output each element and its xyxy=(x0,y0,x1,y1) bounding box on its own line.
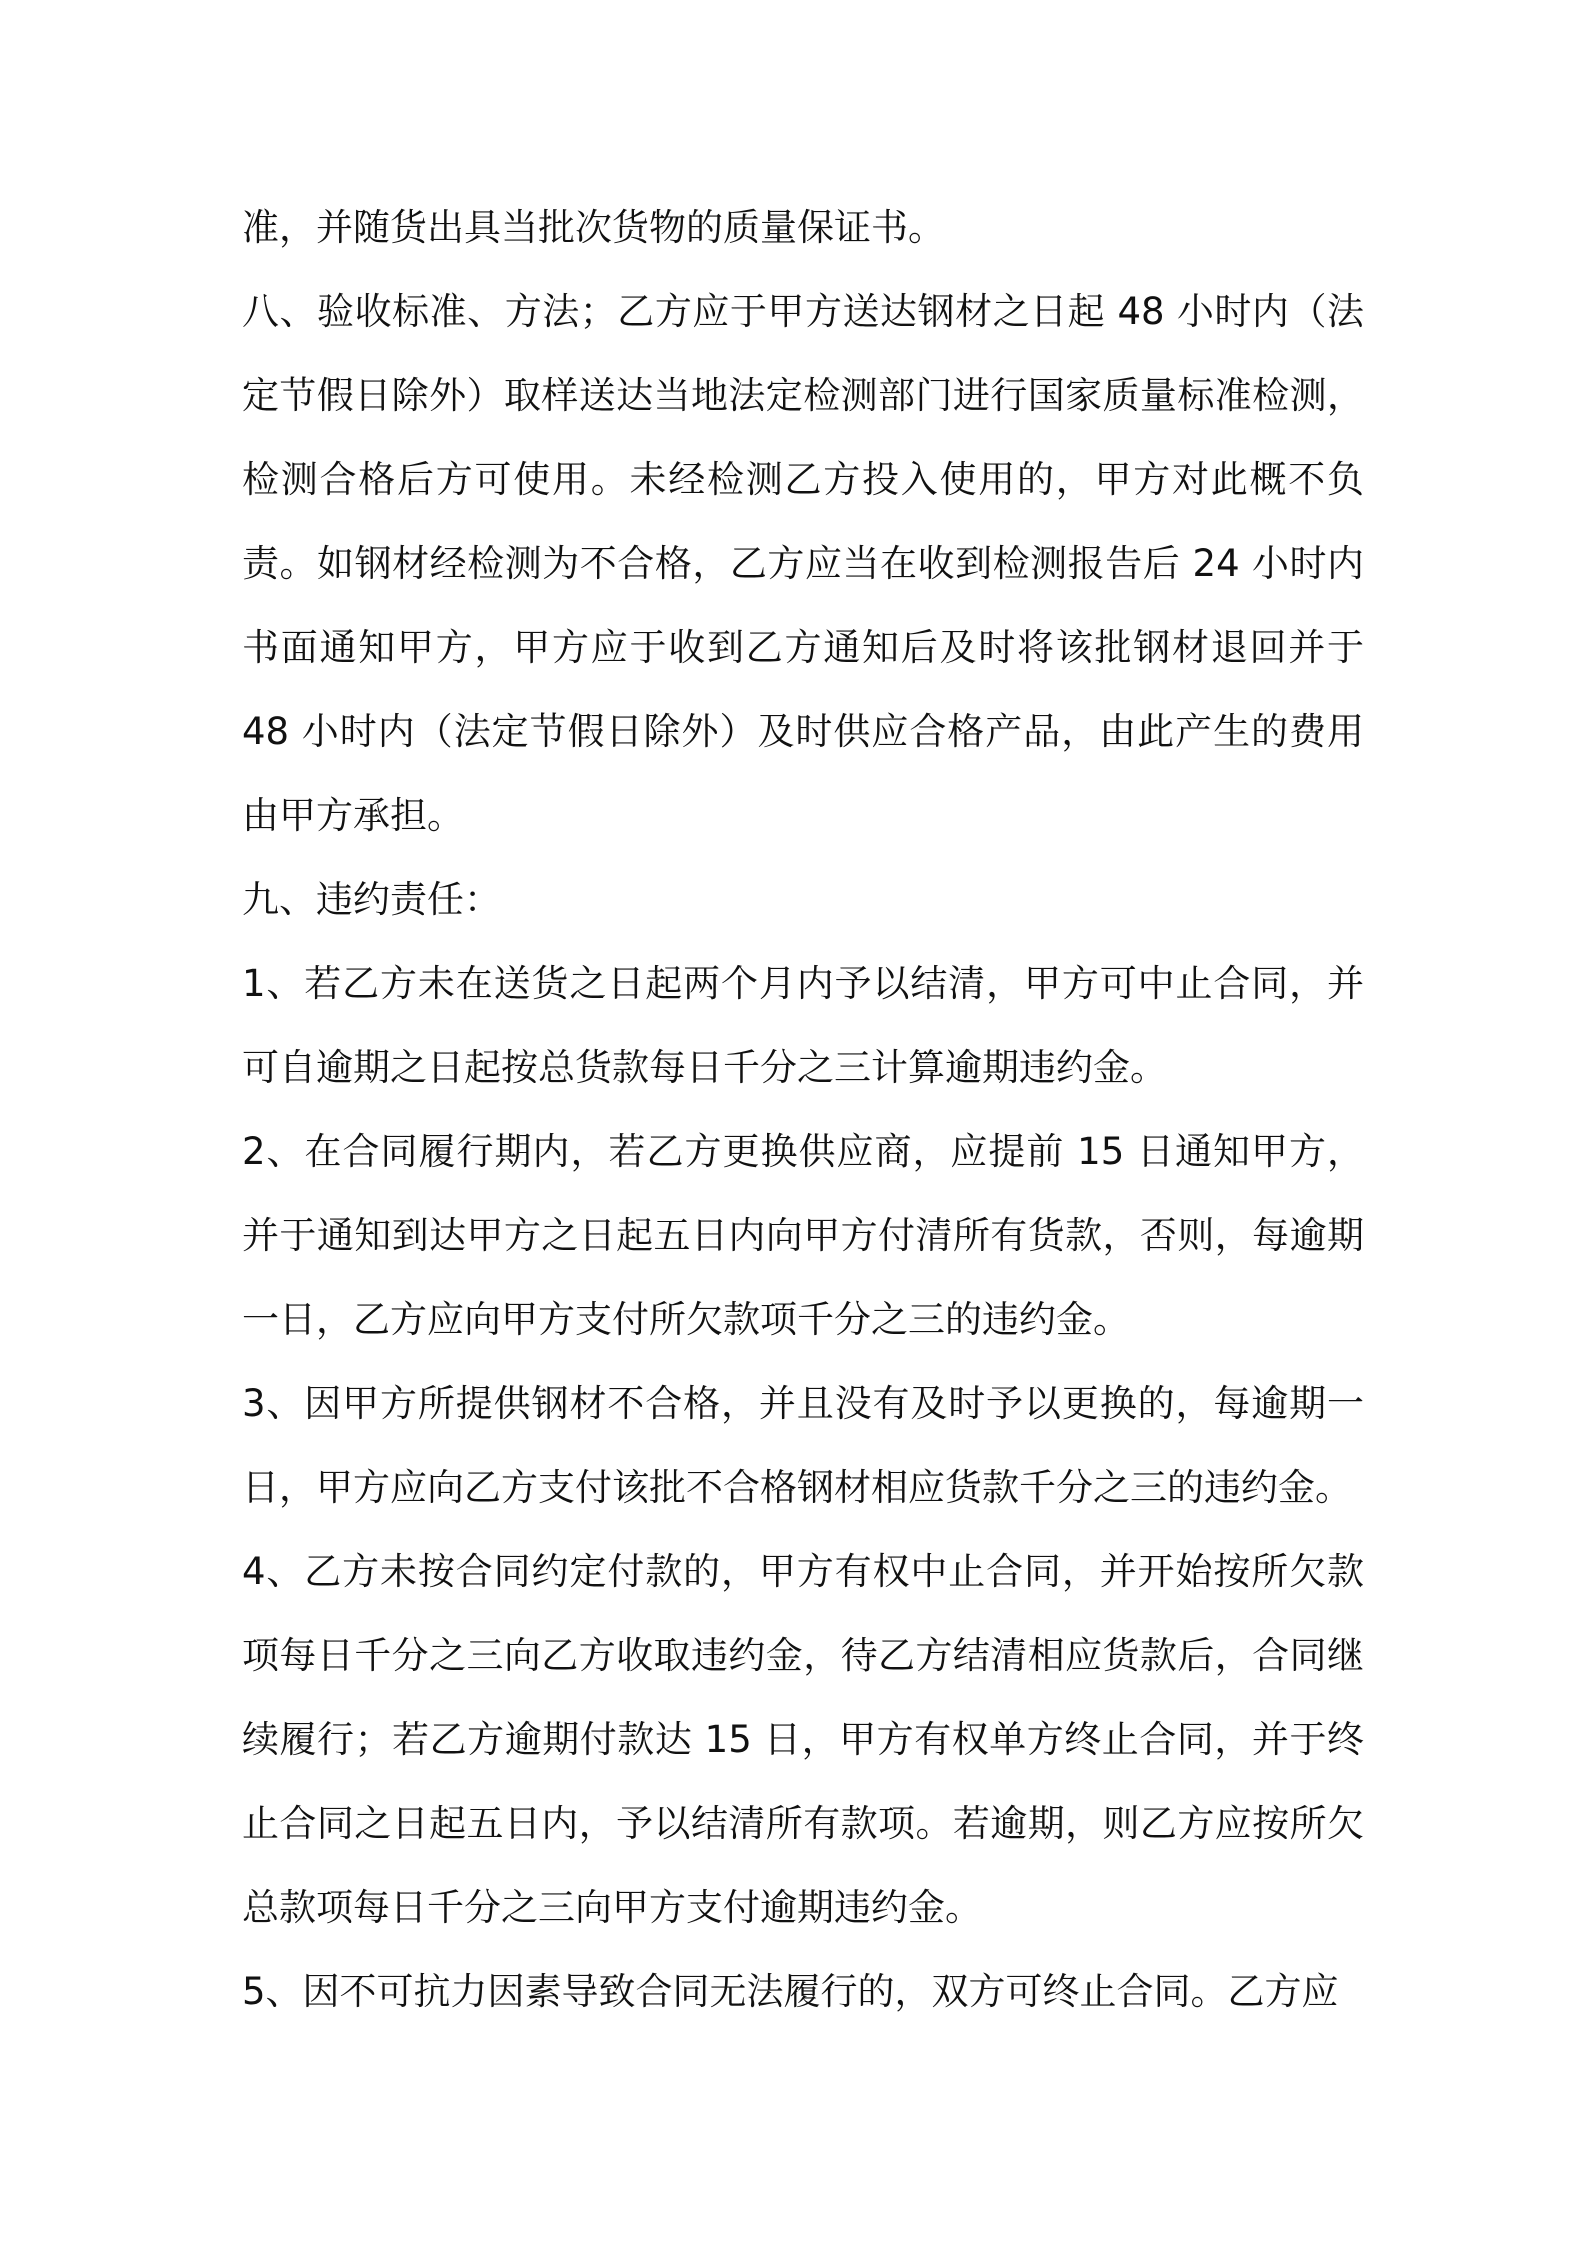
clause-4: 4、乙方未按合同约定付款的，甲方有权中止合同，并开始按所欠款项每日千分之三向乙方收取违约金，待乙方结清相应货款后，合同继续履行；若乙方逾期付款达 15 日，甲方有权单方终止合同，并于终止合同之日起五日内，予以结清所有款项。若逾期，则乙方应按所欠总款项每日千分之三向甲方支付逾期违约金。 xyxy=(242,1550,1364,1929)
clause-5: 5、因不可抗力因素导致合同无法履行的，双方可终止合同。乙方应 xyxy=(242,1970,1339,2013)
paragraph-quality-certificate: 准，并随货出具当批次货物的质量保证书。 xyxy=(242,206,945,249)
clause-2: 2、在合同履行期内，若乙方更换供应商，应提前 15 日通知甲方，并于通知到达甲方之日起五日内向甲方付清所有货款，否则，每逾期一日，乙方应向甲方支付所欠款项千分之三的违约金。 xyxy=(242,1130,1364,1341)
clause-3: 3、因甲方所提供钢材不合格，并且没有及时予以更换的，每逾期一日，甲方应向乙方支付该批不合格钢材相应货款千分之三的违约金。 xyxy=(242,1382,1364,1509)
contract-text xyxy=(242,186,1364,2034)
paragraph-acceptance-standard: 八、验收标准、方法；乙方应于甲方送达钢材之日起 48 小时内（法定节假日除外）取样送达当地法定检测部门进行国家质量标准检测，检测合格后方可使用。未经检测乙方投入使用的，甲方对此概不负责。如钢材经检测为不合格，乙方应当在收到检测报告后 24 小时内书面通知甲方，甲方应于收到乙方通知后及时将该批钢材退回并于 48 小时内（法定节假日除外）及时供应合格产品，由此产生的费用由甲方承担。 xyxy=(242,290,1364,837)
clause-1: 1、若乙方未在送货之日起两个月内予以结清，甲方可中止合同，并可自逾期之日起按总货款每日千分之三计算逾期违约金。 xyxy=(242,962,1364,1089)
heading-breach-liability: 九、违约责任： xyxy=(242,878,501,921)
